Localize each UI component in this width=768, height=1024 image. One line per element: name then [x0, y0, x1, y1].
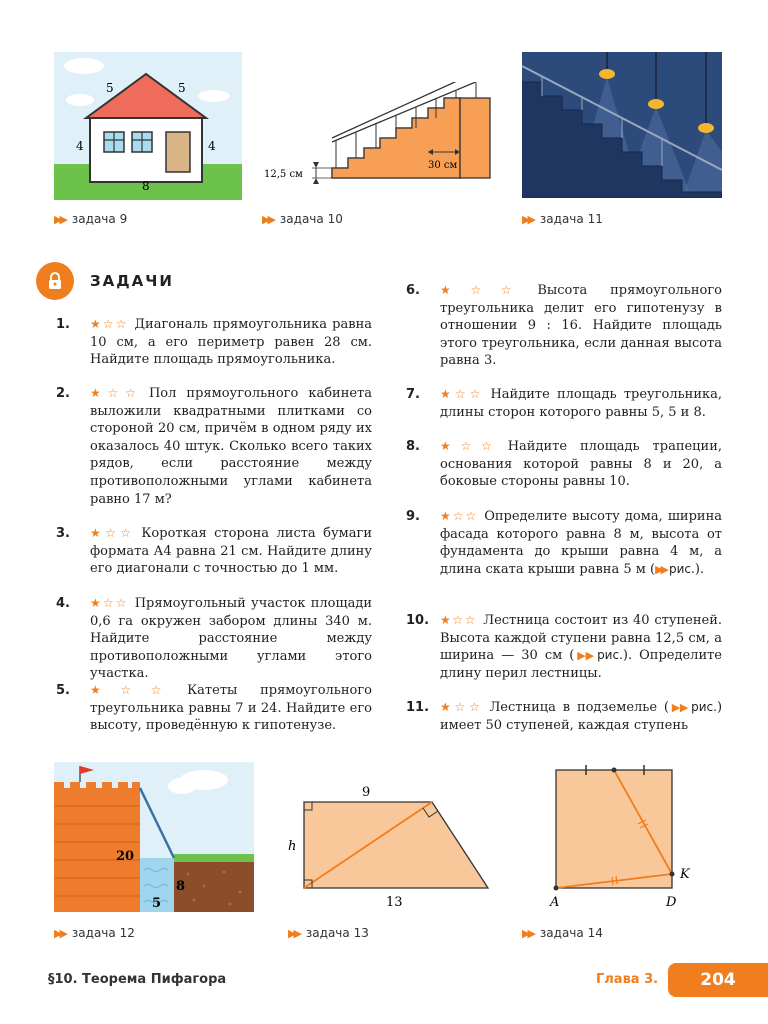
caption-task-12[interactable]: ▶▶ задача 12: [54, 926, 135, 940]
footer-chapter: Глава 3.: [596, 972, 659, 987]
task-number: 10.: [406, 613, 430, 628]
arrow-icon: ▶▶: [262, 212, 273, 226]
caption-task-14[interactable]: ▶▶ задача 14: [522, 926, 603, 940]
task-number: 1.: [56, 317, 70, 332]
figure-trapezoid: [282, 780, 492, 912]
figure-square: [540, 762, 700, 912]
base-label: 8: [142, 179, 150, 193]
difficulty-stars-icon: ★☆☆: [90, 386, 143, 400]
roof-right-label: 5: [178, 81, 186, 95]
point-k-label: K: [680, 867, 690, 882]
figure-house: [54, 52, 242, 200]
arrow-icon: ▶▶: [655, 562, 666, 576]
task-2: [56, 385, 372, 508]
figure-tower-moat: [54, 762, 254, 912]
difficulty-stars-icon: ★☆☆: [440, 387, 485, 401]
task-text: Диагональ прямоугольника равна 10 см, а его периметр равен 28 см. Найдите площадь прямоугольника.: [90, 317, 372, 368]
step-width-label: 30 см: [428, 160, 458, 171]
task-number: 2.: [56, 386, 70, 401]
difficulty-stars-icon: ★☆☆: [440, 509, 479, 523]
height-label: h: [288, 839, 297, 854]
bank-height-label: 8: [176, 879, 186, 894]
arrow-icon: ▶▶: [669, 701, 689, 714]
arrow-icon: ▶▶: [522, 212, 533, 226]
task-7: [406, 386, 722, 421]
task-number: 5.: [56, 683, 70, 698]
figure-dungeon-stairs: [522, 52, 722, 198]
task-text: Найдите площадь трапеции, основания которой равны 8 и 20, а боковые стороны равны 10.: [440, 439, 722, 490]
difficulty-stars-icon: ★☆☆: [90, 317, 129, 331]
task-6: [406, 282, 722, 370]
figure-reference-link[interactable]: ▶▶ рис.: [574, 648, 623, 663]
difficulty-stars-icon: ★☆☆: [440, 439, 502, 453]
figure-staircase: [262, 82, 498, 194]
task-number: 8.: [406, 439, 420, 454]
tower-height-label: 20: [116, 849, 135, 864]
figure-reference-link[interactable]: ▶▶ рис.: [655, 561, 695, 576]
task-3: [56, 525, 372, 578]
top-base-label: 9: [362, 785, 371, 800]
task-text: Определите высоту дома, ширина фасада которого равна 8 м, высота от фундамента до крыши равна 4 м, а длина ската крыши равна 5 м: [440, 509, 722, 577]
task-1: [56, 316, 372, 369]
step-height-label: 12,5 см: [264, 169, 303, 180]
task-5: [56, 682, 372, 735]
task-text: Лестница в подземелье (: [489, 700, 669, 715]
caption-task-9[interactable]: ▶▶ задача 9: [54, 212, 128, 226]
difficulty-stars-icon: ★☆☆: [90, 596, 129, 610]
wall-left-label: 4: [76, 139, 84, 153]
arrow-icon: ▶▶: [54, 212, 65, 226]
task-text: Катеты прямоугольного треугольника равны 7 и 24. Найдите его высоту, проведённую к гипотенузе.: [90, 683, 372, 734]
wall-right-label: 4: [208, 139, 216, 153]
difficulty-stars-icon: ★☆☆: [440, 613, 478, 627]
section-title: ЗАДАЧИ: [90, 272, 174, 290]
task-11: 11. ★☆☆ Лестница в подземелье (▶▶ рис.) имеет 50 ступеней, каждая ступень: [406, 700, 723, 733]
task-text: Короткая сторона листа бумаги формата А4 равна 21 см. Найдите длину его диагонали с точностью до 1 мм.: [90, 526, 372, 577]
task-text: Пол прямоугольного кабинета выложили квадратными плитками со стороной 20 см, причём в одном ряду их оказалось 40 штук. Сколько всего таких рядов, если расстояние между противоположными углами кабинета равно 17 м?: [90, 386, 372, 507]
caption-task-11[interactable]: ▶▶ задача 11: [522, 212, 603, 226]
task-number: 3.: [56, 526, 70, 541]
task-8: [406, 438, 722, 491]
task-number: 9.: [406, 509, 420, 524]
difficulty-stars-icon: ★☆☆: [90, 683, 182, 697]
point-d-label: D: [666, 895, 677, 910]
page-number: 204: [668, 963, 768, 997]
task-text: Лестница состоит из 40 ступеней. Высота каждой ступени равна 12,5 см, а ширина — 30 см (: [440, 613, 722, 664]
task-number: 7.: [406, 387, 420, 402]
bottom-base-label: 13: [386, 895, 403, 910]
section-header: [36, 262, 174, 300]
task-number: 4.: [56, 596, 70, 611]
arrow-icon: ▶▶: [288, 926, 299, 940]
caption-task-10[interactable]: ▶▶ задача 10: [262, 212, 343, 226]
caption-task-13[interactable]: ▶▶ задача 13: [288, 926, 369, 940]
task-text: Найдите площадь треугольника, длины сторон которого равны 5, 5 и 8.: [440, 387, 722, 420]
footer-section-title: §10. Теорема Пифагора: [48, 972, 227, 987]
difficulty-stars-icon: ★☆☆: [440, 700, 484, 714]
task-text: Прямоугольный участок площади 0,6 га окружен забором длины 340 м. Найдите расстояние между противоположными углами этого участка.: [90, 596, 372, 682]
lock-icon: [36, 262, 74, 300]
point-a-label: A: [550, 895, 560, 910]
task-text: Высота прямоугольного треугольника делит его гипотенузу в отношении 9 : 16. Найдите площадь этого треугольника, если данная высота равна 3.: [440, 283, 722, 369]
task-9: 9. ★☆☆ Определите высоту дома, ширина фасада которого равна 8 м, высота от фундамента до крыши равна 4 м, а длина ската крыши равна 5 м (▶▶ рис.).: [406, 509, 722, 577]
roof-left-label: 5: [106, 81, 114, 95]
arrow-icon: ▶▶: [54, 926, 65, 940]
difficulty-stars-icon: ★☆☆: [440, 283, 532, 297]
task-number: 6.: [406, 283, 420, 298]
moat-width-label: 5: [152, 896, 162, 911]
arrow-icon: ▶▶: [574, 649, 595, 663]
arrow-icon: ▶▶: [522, 926, 533, 940]
task-number: 11.: [406, 700, 430, 715]
difficulty-stars-icon: ★☆☆: [90, 526, 136, 540]
task-10: 10. ★☆☆ Лестница состоит из 40 ступеней. Высота каждой ступени равна 12,5 см, а ширина — 30 см (▶▶ рис.). Определите длину перил лестницы.: [406, 613, 722, 681]
task-4: [56, 595, 372, 683]
figure-reference-link[interactable]: ▶▶ рис.: [669, 700, 717, 714]
